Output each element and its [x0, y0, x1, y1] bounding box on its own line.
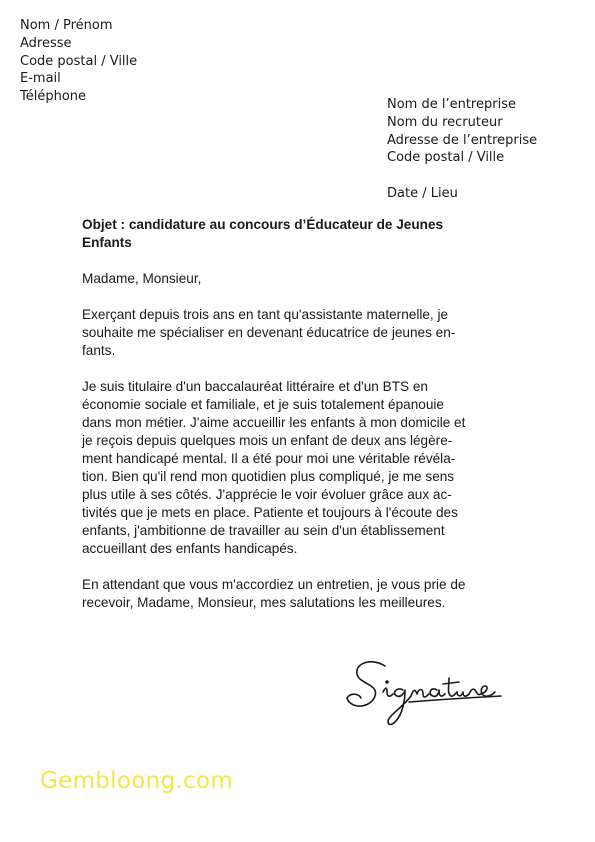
sender-block	[20, 17, 137, 106]
paragraph-line: Je suis titulaire d'un baccalauréat littéraire et d'un BTS en	[82, 379, 428, 394]
salutation: Madame, Monsieur,	[82, 271, 202, 286]
paragraph-line: Exerçant depuis trois ans en tant qu'assistante maternelle, je	[82, 307, 449, 322]
paragraph-line: souhaite me spécialiser en devenant éducatrice de jeunes en-	[82, 325, 456, 340]
subject-line: Enfants	[82, 235, 132, 250]
paragraph-line: tivités que je mets en place. Patiente et toujours à l'écoute des	[82, 505, 458, 520]
paragraph-line: enfants, j'ambitionne de travailler au sein d'un établissement	[82, 523, 445, 538]
subject-line: Objet : candidature au concours d’Éducateur de Jeunes	[82, 217, 444, 232]
recipient-postal-city: Code postal / Ville	[387, 150, 505, 166]
paragraph-experience	[82, 378, 502, 558]
paragraph-line: En attendant que vous m'accordiez un entretien, je vous prie de	[82, 577, 466, 592]
watermark: Gembloong.com	[40, 768, 234, 794]
date-place: Date / Lieu	[387, 186, 458, 201]
signature-image	[345, 652, 505, 732]
paragraph-line: je reçois depuis quelques mois un enfant de deux ans légère-	[82, 433, 453, 448]
sender-name: Nom / Prénom	[20, 18, 113, 33]
paragraph-line: tion. Bien qu'il rend mon quotidien plus compliqué, je me sens	[82, 469, 455, 484]
sender-postal-city: Code postal / Ville	[20, 53, 138, 69]
letter-body	[82, 216, 502, 630]
paragraph-line: dans mon métier. J'aime accueillir les enfants à mon domicile et	[82, 415, 466, 430]
sender-phone: Téléphone	[20, 89, 87, 105]
sender-address: Adresse	[20, 35, 72, 51]
paragraph-line: fants.	[82, 343, 116, 358]
paragraph-line: plus utile à ses côtés. J'apprécie le voir évoluer grâce aux ac-	[82, 487, 452, 502]
sender-email: E-mail	[20, 71, 61, 87]
paragraph-line: accueillant des enfants handicapés.	[82, 541, 298, 556]
recipient-block	[387, 96, 537, 167]
recipient-address: Adresse de l’entreprise	[387, 132, 538, 148]
paragraph-line: recevoir, Madame, Monsieur, mes salutations les meilleures.	[82, 595, 446, 610]
signature-text: Signature	[345, 652, 349, 653]
recipient-recruiter: Nom du recruteur	[387, 114, 503, 130]
recipient-company: Nom de l’entreprise	[387, 97, 516, 112]
paragraph-line: économie sociale et familiale, et je suis totalement épanouie	[82, 397, 444, 412]
paragraph-line: ment handicapé mental. Il a été pour moi une véritable révéla-	[82, 451, 456, 466]
paragraph-intro	[82, 306, 502, 360]
letter-subject	[82, 216, 502, 252]
paragraph-closing	[82, 576, 502, 612]
